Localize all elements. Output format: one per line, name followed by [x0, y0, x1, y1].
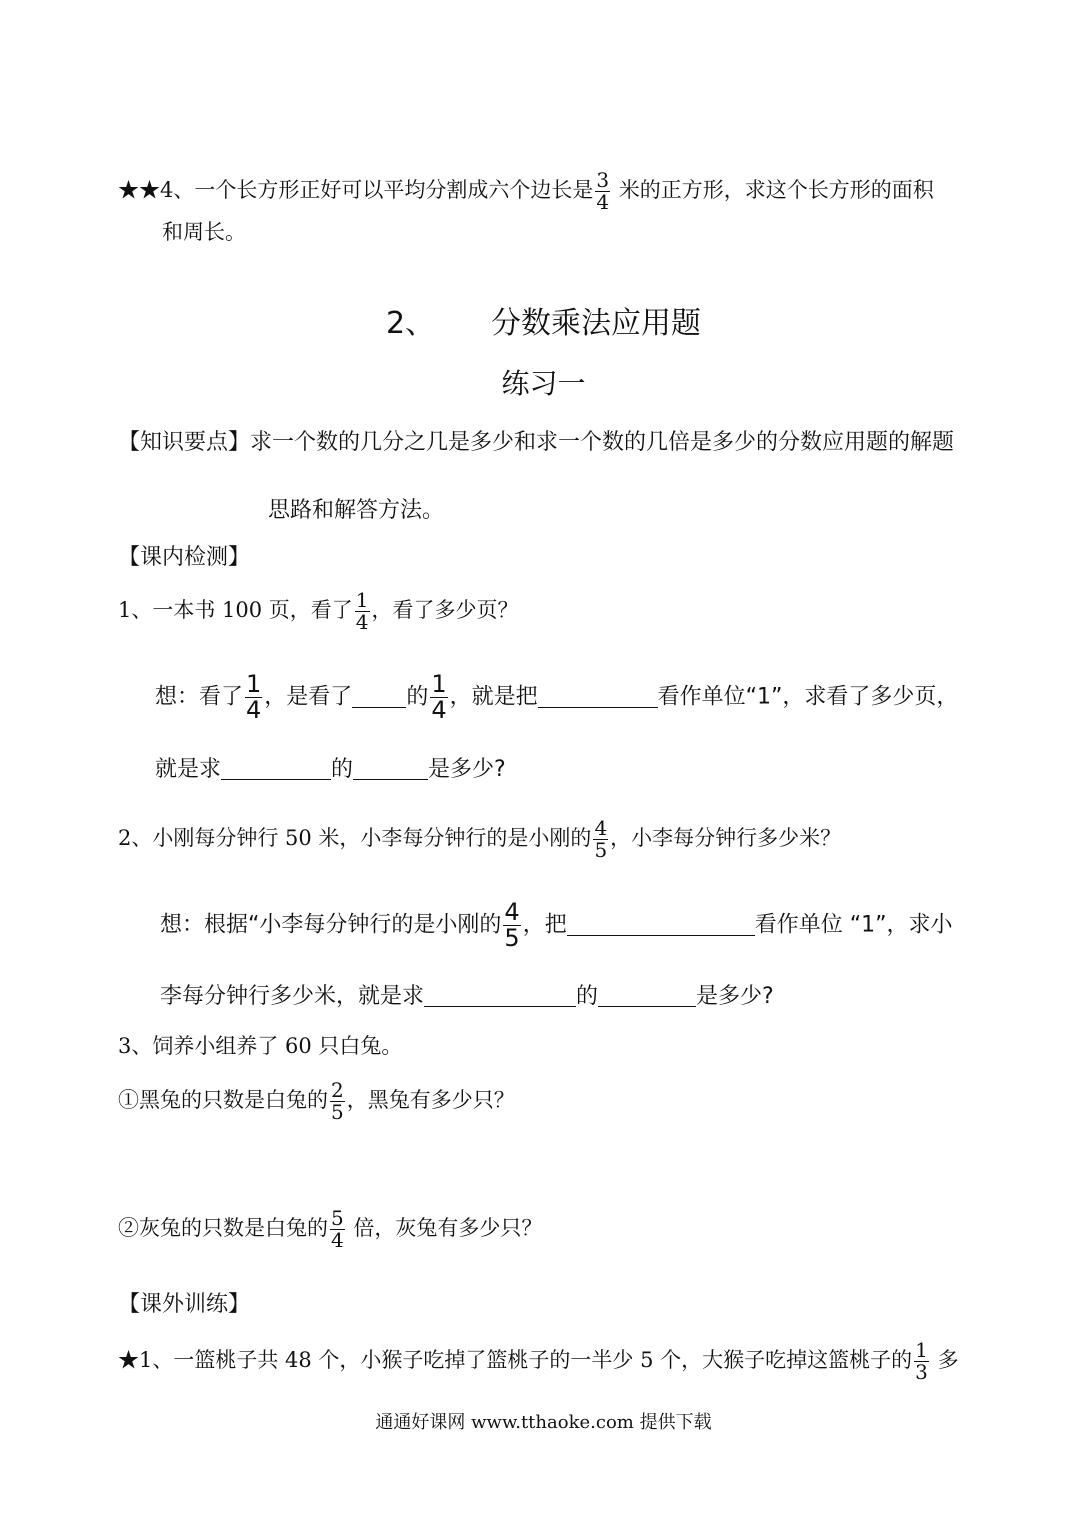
- think-text-d: ，就是把: [449, 684, 538, 710]
- exercise-1-prefix: ★1、一篮桃子共 48 个，小猴子吃掉了篮桃子的一半少 5 个，大猴子吃掉这篮桃子的: [118, 1348, 913, 1372]
- fraction-numerator: 4: [594, 816, 608, 840]
- answer-blank[interactable]: [353, 755, 428, 780]
- part-1-suffix: ，黑兔有多少只？: [346, 1088, 515, 1112]
- exercise-1: [118, 1340, 959, 1383]
- think-text-c: 的: [406, 684, 429, 710]
- answer-blank[interactable]: [567, 911, 755, 936]
- question-2-think-line2: [160, 982, 774, 1012]
- fraction-2-5: [330, 1080, 345, 1123]
- think-text: 是多少?: [428, 757, 506, 782]
- fraction-1-4: [355, 590, 370, 633]
- think-text: 就是求: [155, 757, 222, 782]
- knowledge-text-1: 求一个数的几分之几是多少和求一个数的几倍是多少的分数应用题的解题: [250, 430, 955, 455]
- fraction-denominator: 5: [594, 838, 608, 862]
- knowledge-label: 【知识要点】: [118, 430, 251, 455]
- fraction-denominator: 4: [355, 610, 369, 634]
- answer-blank[interactable]: [424, 982, 576, 1007]
- question-4-line2: 和周长。: [162, 220, 246, 244]
- part-2-suffix: 倍，灰兔有多少只？: [346, 1216, 543, 1240]
- fraction-1-3: [914, 1340, 929, 1383]
- fraction-4-5: [503, 900, 520, 951]
- fraction-numerator: 2: [331, 1078, 344, 1102]
- question-1-think-line1: [155, 672, 958, 723]
- think-text-c: 看作单位 “1”，求小: [754, 912, 953, 938]
- section-number: 2、: [385, 306, 436, 341]
- question-2-think-line1: [160, 900, 953, 951]
- answer-blank[interactable]: [598, 982, 696, 1007]
- question-2: [118, 818, 841, 861]
- fraction-numerator: 1: [246, 670, 262, 698]
- question-3-intro: 3、饲养小组养了 60 只白兔。: [118, 1034, 403, 1058]
- question-2-prefix: 2、小刚每分钟行 50 米，小李每分钟行的是小刚的: [118, 826, 592, 850]
- answer-blank[interactable]: [221, 755, 331, 780]
- fraction-numerator: 5: [331, 1206, 344, 1230]
- fraction-denominator: 4: [431, 696, 447, 725]
- think-text-b: ，是看了: [264, 684, 353, 710]
- question-3-part-1: [118, 1080, 515, 1123]
- section-title-text: 分数乘法应用题: [491, 306, 702, 341]
- subtitle: 练习一: [501, 367, 586, 400]
- fraction-denominator: 5: [504, 924, 520, 953]
- answer-blank[interactable]: [538, 683, 658, 708]
- exercise-1-suffix: 多: [930, 1348, 959, 1372]
- think-text: 的: [576, 984, 599, 1009]
- question-1-think-line2: [155, 755, 506, 785]
- fraction-4-5: [593, 818, 608, 861]
- fraction-numerator: 1: [355, 588, 369, 612]
- fraction-numerator: 4: [504, 898, 520, 926]
- question-1-suffix: ，看了多少页？: [371, 598, 519, 622]
- fraction-denominator: 4: [596, 190, 610, 214]
- part-1-prefix: ①黑兔的只数是白兔的: [118, 1088, 328, 1112]
- section-title: [0, 298, 1087, 342]
- question-3-part-2: [118, 1208, 542, 1251]
- knowledge-line2: 思路和解答方法。: [268, 498, 445, 523]
- question-1: [118, 590, 519, 633]
- after-class-heading: 【课外训练】: [118, 1292, 251, 1317]
- fraction-denominator: 5: [331, 1100, 344, 1124]
- fraction-denominator: 3: [915, 1360, 928, 1384]
- fraction-5-4: [330, 1208, 345, 1251]
- question-4-prefix: ★★4、一个长方形正好可以平均分割成六个边长是: [118, 178, 594, 202]
- fraction-numerator: 3: [596, 168, 610, 192]
- fraction-numerator: 1: [915, 1338, 928, 1362]
- page-footer: 通通好课网 www.tthaoke.com 提供下载: [375, 1412, 712, 1433]
- think-text: 是多少?: [696, 984, 774, 1009]
- question-4-suffix: 米的正方形，求这个长方形的面积: [612, 178, 934, 202]
- fraction-1-4: [430, 672, 447, 723]
- think-text: 李每分钟行多少米，就是求: [160, 984, 425, 1009]
- knowledge-line1: [118, 428, 954, 458]
- think-text: 的: [331, 757, 354, 782]
- think-text-a: 想：根据“小李每分钟行的是小刚的: [160, 912, 502, 938]
- question-1-prefix: 1、一本书 100 页，看了: [118, 598, 353, 622]
- question-2-suffix: ，小李每分钟行多少米？: [610, 826, 842, 850]
- think-text-e: 看作单位“1”，求看了多少页，: [657, 684, 959, 710]
- part-2-prefix: ②灰兔的只数是白兔的: [118, 1216, 328, 1240]
- fraction-1-4: [245, 672, 262, 723]
- think-text-b: ，把: [522, 912, 567, 938]
- question-4-line1: [118, 170, 934, 213]
- fraction-3-4: [595, 170, 610, 213]
- fraction-denominator: 4: [331, 1228, 344, 1252]
- fraction-denominator: 4: [246, 696, 262, 725]
- answer-blank[interactable]: [352, 683, 406, 708]
- in-class-heading: 【课内检测】: [118, 545, 251, 570]
- fraction-numerator: 1: [431, 670, 447, 698]
- think-text-a: 想：看了: [155, 684, 244, 710]
